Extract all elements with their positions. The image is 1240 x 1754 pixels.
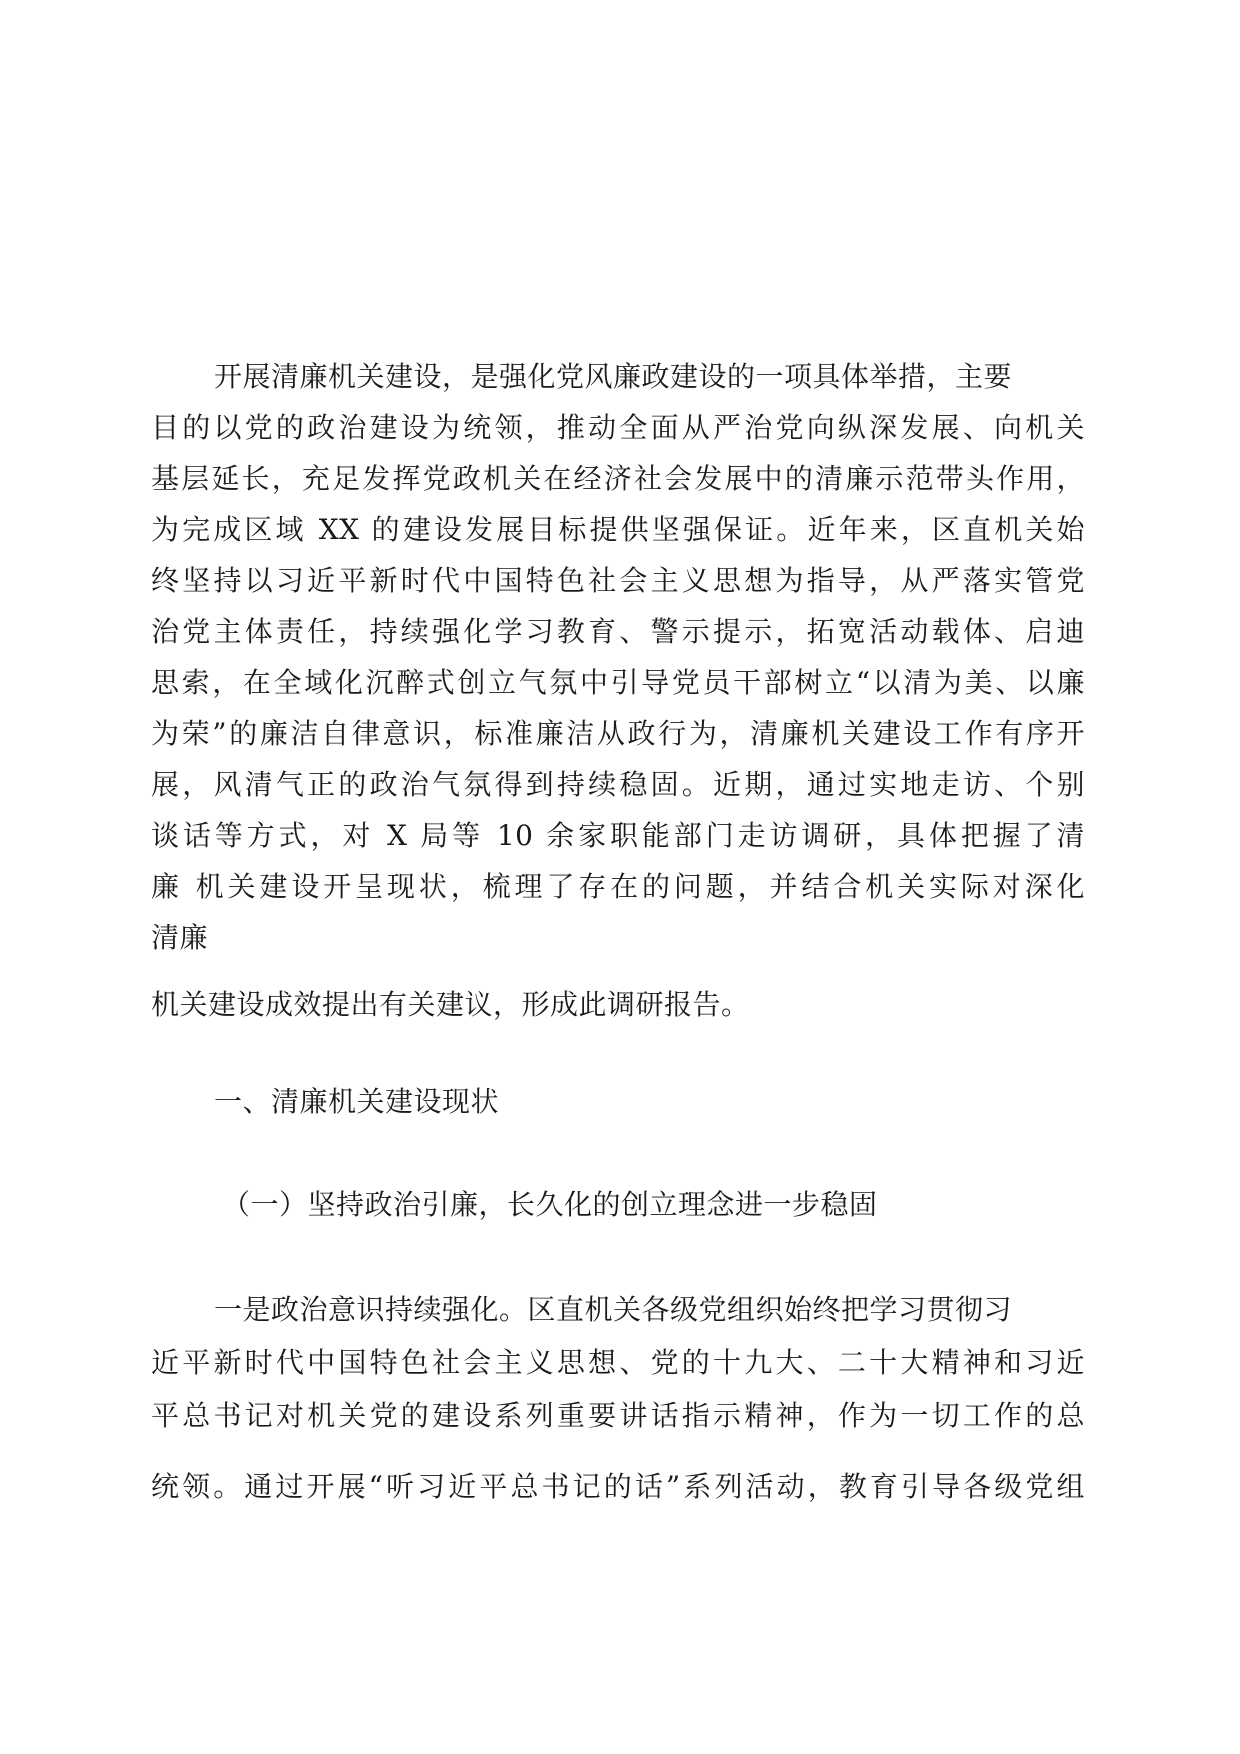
intro-line-6: 治党主体责任，持续强化学习教育、警示提示，拓宽活动载体、启迪 [151,615,1085,648]
intro-line-1: 开展清廉机关建设，是强化党风廉政建设的一项具体举措，主要 [214,360,1013,393]
intro-line-4: 为完成区域 XX 的建设发展目标提供坚强保证。近年来，区直机关始 [151,513,1085,546]
intro-line-10: 谈话等方式，对 X 局等 10 余家职能部门走访调研，具体把握了清 [151,819,1085,852]
intro-line-12: 清廉 [151,921,209,954]
body-line-3: 平总书记对机关党的建设系列重要讲话指示精神，作为一切工作的总 [151,1399,1085,1432]
intro-line-3: 基层延长，充足发挥党政机关在经济社会发展中的清廉示范带头作用， [151,462,1085,495]
intro-line-8: 为荣”的廉洁自律意识，标准廉洁从政行为，清廉机关建设工作有序开 [151,717,1085,750]
intro-line-2: 目的以党的政治建设为统领，推动全面从严治党向纵深发展、向机关 [151,411,1085,444]
intro-line-7: 思索，在全域化沉醉式创立气氛中引导党员干部树立“以清为美、以廉 [151,666,1085,699]
subsection-heading: （一）坚持政治引廉，长久化的创立理念进一步稳固 [222,1188,878,1221]
body-line-2: 近平新时代中国特色社会主义思想、党的十九大、二十大精神和习近 [151,1346,1085,1379]
body-line-4: 统领。通过开展“听习近平总书记的话”系列活动，教育引导各级党组 [151,1470,1085,1503]
intro-line-11: 廉 机关建设开呈现状，梳理了存在的问题，并结合机关实际对深化 [151,870,1085,903]
intro-line-9: 展，风清气正的政治气氛得到持续稳固。近期，通过实地走访、个别 [151,768,1085,801]
body-line-1: 一是政治意识持续强化。区直机关各级党组织始终把学习贯彻习 [214,1293,1013,1326]
section-heading: 一、清廉机关建设现状 [214,1085,500,1118]
intro-line-5: 终坚持以习近平新时代中国特色社会主义思想为指导，从严落实管党 [151,564,1085,597]
intro-continuation: 机关建设成效提出有关建议，形成此调研报告。 [151,988,750,1021]
